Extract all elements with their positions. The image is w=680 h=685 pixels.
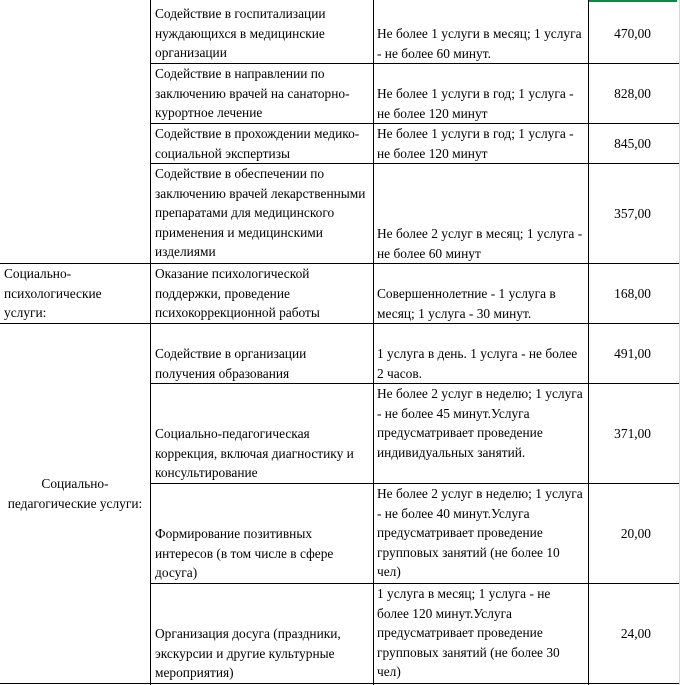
category-label: Социально-педагогические услуги: bbox=[7, 476, 143, 511]
service-name: Организация досуга (праздники, экскурсии и другие культурные мероприятия) bbox=[155, 626, 341, 681]
service-frequency: Не более 1 услуги в год; 1 услуга - не более 120 минут bbox=[377, 126, 574, 161]
service-price: 371,00 bbox=[614, 426, 651, 441]
service-price: 20,00 bbox=[620, 526, 651, 541]
service-frequency: Не более 2 услуг в неделю; 1 услуга - не более 40 минут.Услуга предусматривает проведение групповых занятий (не более 10 чел) bbox=[377, 486, 583, 580]
service-frequency: 1 услуга в день. 1 услуга - не более 2 часов. bbox=[377, 346, 578, 381]
cell-selection-marker bbox=[589, 0, 677, 2]
service-name: Содействие в организации получения образования bbox=[155, 346, 307, 381]
row-border bbox=[0, 683, 679, 684]
service-price: 845,00 bbox=[614, 136, 651, 151]
service-frequency: 1 услуга в месяц; 1 услуга - не более 120 минут.Услуга предусматривает проведение групповых занятий (не более 30 чел) bbox=[377, 586, 560, 680]
service-price: 470,00 bbox=[614, 26, 651, 41]
service-name: Оказание психологической поддержки, проведение психокоррекционной работы bbox=[155, 266, 320, 321]
service-frequency: Не более 1 услуги в год; 1 услуга - не более 120 минут bbox=[377, 86, 574, 121]
service-name: Содействие в обеспечении по заключению врачей лекарственными препаратами для медицинского применения и медицинскими изделиями bbox=[155, 166, 366, 260]
service-frequency: Не более 2 услуг в месяц; 1 услуга - не более 60 минут bbox=[377, 226, 583, 261]
service-name: Социально-педагогическая коррекция, включая диагностику и консультирование bbox=[155, 426, 354, 481]
service-frequency: Совершеннолетние - 1 услуга в месяц; 1 услуга - 30 минут. bbox=[377, 286, 556, 321]
category-label: Социально-психологические услуги: bbox=[4, 266, 102, 321]
service-name: Содействие в госпитализации нуждающихся в медицинские организации bbox=[155, 6, 326, 61]
service-price: 24,00 bbox=[620, 626, 651, 641]
service-price: 357,00 bbox=[614, 206, 651, 221]
service-frequency: Не более 2 услуг в неделю; 1 услуга - не более 45 минут.Услуга предусматривает проведение индивидуальных занятий. bbox=[377, 386, 583, 460]
service-price: 828,00 bbox=[614, 86, 651, 101]
service-name: Формирование позитивных интересов (в том числе в сфере досуга) bbox=[155, 526, 334, 581]
service-name: Содействие в прохождении медико-социальной экспертизы bbox=[155, 126, 360, 161]
service-frequency: Не более 1 услуги в месяц; 1 услуга - не более 60 минут. bbox=[377, 26, 582, 61]
service-price: 168,00 bbox=[614, 286, 651, 301]
service-price: 491,00 bbox=[614, 346, 651, 361]
service-name: Содействие в направлении по заключению врачей на санаторно-курортное лечение bbox=[155, 66, 350, 121]
